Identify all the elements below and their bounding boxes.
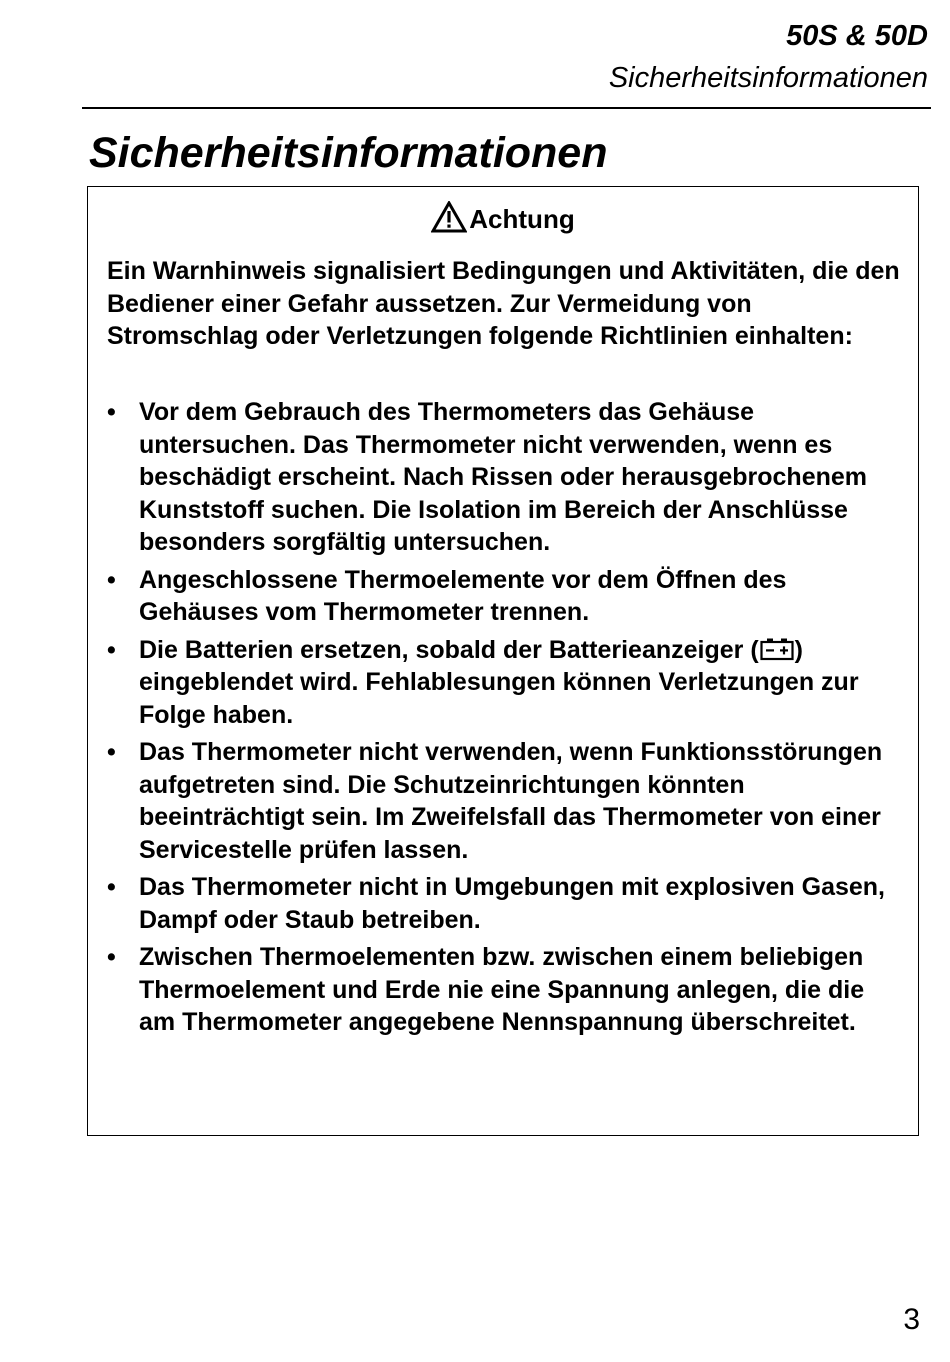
bullet-dot: •: [107, 398, 116, 426]
warning-heading: [88, 201, 918, 236]
battery-icon: [760, 637, 794, 661]
bullet-dot: •: [107, 738, 116, 766]
page-number: 3: [903, 1303, 920, 1336]
bullet-dot: •: [107, 635, 116, 664]
header-model: 50S & 50D: [786, 20, 928, 52]
warning-box: [87, 186, 919, 1136]
warning-intro: Ein Warnhinweis signalisiert Bedingungen und Aktivitäten, die den Bediener einer Gefahr aussetzen. Zur Vermeidung von Stromschlag oder Verletzungen folgende Richtlinien einhalten:: [107, 257, 900, 350]
warning-item-text: Zwischen Thermoelementen bzw. zwischen einem beliebigen Thermoelement und Erde nie eine Spannung anlegen, die die am Thermometer angegebene Nennspannung überschreitet.: [139, 943, 865, 1036]
warning-triangle-icon: [431, 201, 467, 233]
warning-item-text-after-icon: ) eingeblendet wird. Fehlablesungen können Verletzungen zur Folge haben.: [139, 635, 859, 729]
warning-item-text: Vor dem Gebrauch des Thermometers das Gehäuse untersuchen. Das Thermometer nicht verwenden, wenn es beschädigt erscheint. Nach Rissen oder herausgebrochenem Kunststoff suchen. Die Isolation im Bereich der Anschlüsse besonders sorgfältig untersuchen.: [139, 398, 868, 556]
warning-item-text: Das Thermometer nicht verwenden, wenn Funktionsstörungen aufgetreten sind. Die Schutzeinrichtungen könnten beeinträchtigt sein. Im Zweifelsfall das Thermometer von einer Servicestelle prüfen lassen.: [139, 738, 883, 864]
header-section-title: Sicherheitsinformationen: [608, 62, 928, 94]
bullet-dot: •: [107, 943, 116, 971]
warning-list-item: [107, 564, 903, 629]
bullet-dot: •: [107, 873, 116, 901]
warning-item-text: Das Thermometer nicht in Umgebungen mit explosiven Gasen, Dampf oder Staub betreiben.: [139, 873, 885, 934]
bullet-dot: •: [107, 565, 116, 594]
warning-list-item: [107, 736, 903, 866]
warning-item-text-before-icon: Die Batterien ersetzen, sobald der Batterieanzeiger (: [139, 635, 759, 664]
warning-list: [107, 396, 903, 1044]
page-title: Sicherheitsinformationen: [89, 129, 608, 177]
header-divider: [82, 107, 931, 109]
warning-list-item: [107, 634, 903, 732]
warning-list-item: [107, 396, 903, 559]
warning-item-text: Angeschlossene Thermoelemente vor dem Öffnen des Gehäuses vom Thermometer trennen.: [139, 565, 787, 626]
warning-list-item: [107, 871, 903, 936]
warning-heading-label: Achtung: [469, 204, 575, 234]
warning-list-item: [107, 941, 903, 1039]
